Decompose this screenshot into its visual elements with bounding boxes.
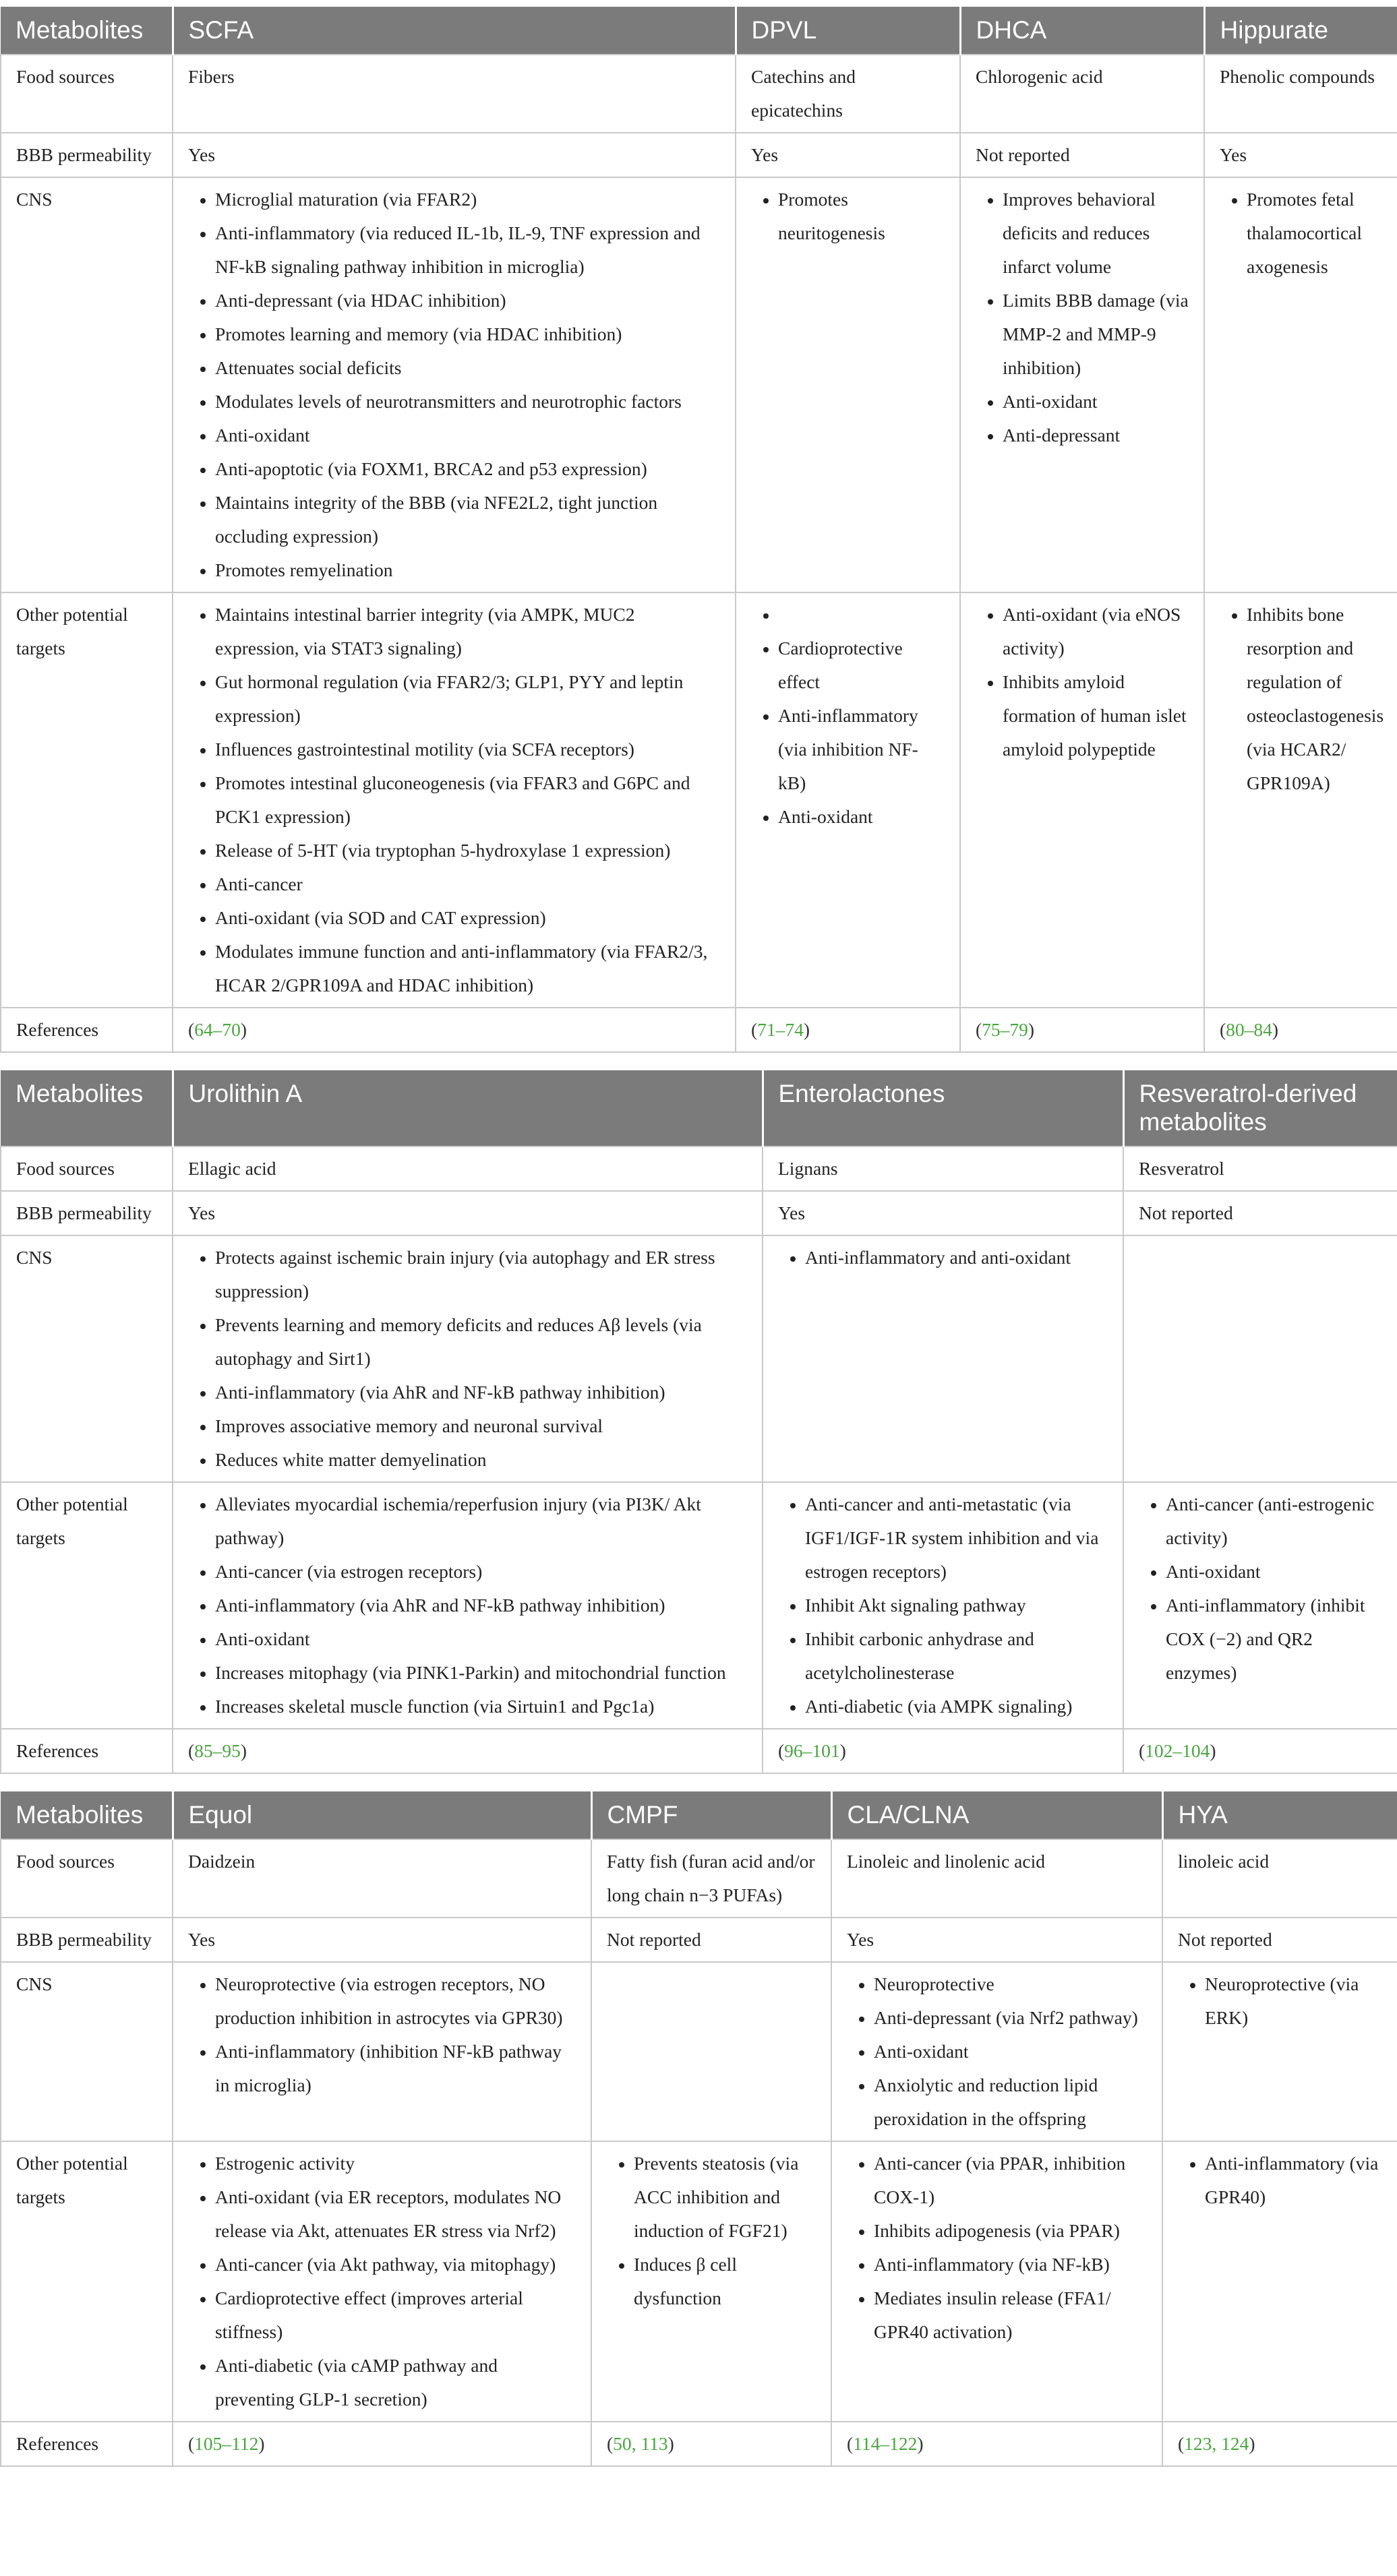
reference-link[interactable]: 64–70 bbox=[194, 1019, 241, 1040]
list-item: • Anti-cancer (anti-estrogenic activity) bbox=[1166, 1488, 1382, 1555]
list-item: • Anti-oxidant (via SOD and CAT expression) bbox=[215, 901, 720, 935]
list-item bbox=[778, 598, 945, 632]
table-row-bbb-permeability bbox=[1, 133, 1397, 177]
list-item: • Anti-depressant (via Nrf2 pathway) bbox=[874, 2001, 1147, 2035]
list-item: • Estrogenic activity bbox=[215, 2147, 576, 2180]
bullet-list bbox=[188, 1241, 747, 1477]
reference-link[interactable]: 50, 113 bbox=[613, 2433, 668, 2454]
list-item: • Modulates immune function and anti-inflammatory (via FFAR2/3, HCAR 2/GPR109A and HDAC inhibition) bbox=[215, 935, 720, 1002]
column-header-equol: Equol bbox=[173, 1791, 591, 1839]
table-cell: linoleic acid bbox=[1162, 1839, 1397, 1918]
column-header-cla-clna: CLA/CLNA bbox=[831, 1791, 1162, 1839]
table-cell: Fibers bbox=[173, 55, 736, 133]
table-cell bbox=[591, 1962, 831, 2141]
paren: ) bbox=[240, 1019, 247, 1040]
reference-link[interactable]: 105–112 bbox=[194, 2433, 259, 2454]
list-item: • Improves behavioral deficits and reduces infarct volume bbox=[1003, 183, 1189, 284]
table-row-food-sources bbox=[1, 1146, 1397, 1191]
list-item: • Anti-inflammatory and anti-oxidant bbox=[805, 1241, 1108, 1275]
bullet-list bbox=[188, 183, 720, 587]
list-item: • Mediates insulin release (FFA1/ GPR40 activation) bbox=[874, 2281, 1147, 2349]
bullet-list bbox=[1220, 598, 1382, 800]
column-header-scfa: SCFA bbox=[173, 7, 736, 55]
list-item: • Anti-inflammatory (via inhibition NF-kB) bbox=[778, 699, 945, 800]
list-item: • Anti-cancer (via PPAR, inhibition COX-1) bbox=[874, 2147, 1147, 2214]
table-row-cns bbox=[1, 1962, 1397, 2141]
column-header-dhca: DHCA bbox=[960, 7, 1204, 55]
list-item: • Anti-diabetic (via AMPK signaling) bbox=[805, 1690, 1108, 1723]
bullet-list bbox=[1220, 183, 1382, 284]
table-header-row bbox=[1, 1791, 1397, 1839]
list-item: • Cardioprotective effect bbox=[778, 632, 945, 699]
table-cell: Phenolic compounds bbox=[1204, 55, 1397, 133]
table-cell: Yes bbox=[1204, 133, 1397, 177]
list-item: • Anti-oxidant bbox=[1003, 385, 1189, 419]
column-header-dpvl: DPVL bbox=[736, 7, 960, 55]
table-cell bbox=[173, 1482, 763, 1729]
table-cell bbox=[173, 1235, 763, 1482]
bullet-list bbox=[607, 2147, 816, 2315]
list-item: • Anti-inflammatory (via NF-kB) bbox=[874, 2248, 1147, 2281]
table-row-references bbox=[1, 1008, 1397, 1052]
column-header-hya: HYA bbox=[1162, 1791, 1397, 1839]
table-cell: Yes bbox=[763, 1191, 1123, 1235]
table-cell bbox=[591, 2141, 831, 2422]
table-row-other-potential-targets bbox=[1, 592, 1397, 1008]
table-row-other-potential-targets bbox=[1, 2141, 1397, 2422]
list-item: • Anti-oxidant bbox=[1166, 1555, 1382, 1589]
column-header-enterolactones: Enterolactones bbox=[763, 1070, 1123, 1146]
table-cell: Yes bbox=[831, 1918, 1162, 1962]
list-item: • Limits BBB damage (via MMP-2 and MMP-9 inhibition) bbox=[1003, 284, 1189, 385]
table-cell: Not reported bbox=[591, 1918, 831, 1962]
table-cell bbox=[173, 2422, 591, 2466]
paren: ) bbox=[240, 1740, 247, 1761]
list-item: • Anti-cancer (via estrogen receptors) bbox=[215, 1555, 747, 1589]
list-item: • Induces β cell dysfunction bbox=[634, 2248, 816, 2315]
table-row-bbb-permeability bbox=[1, 1191, 1397, 1235]
list-item: • Anti-depressant bbox=[1003, 419, 1189, 452]
reference-link[interactable]: 75–79 bbox=[982, 1019, 1028, 1040]
table-row-food-sources bbox=[1, 1839, 1397, 1918]
table-cell: Yes bbox=[736, 133, 960, 177]
row-label: References bbox=[1, 1729, 173, 1773]
table-cell bbox=[1204, 1008, 1397, 1052]
table-cell bbox=[173, 1729, 763, 1773]
list-item: • Cardioprotective effect (improves arterial stiffness) bbox=[215, 2281, 576, 2349]
table-cell bbox=[173, 177, 736, 592]
table-cell bbox=[1123, 1482, 1397, 1729]
table-cell bbox=[1204, 592, 1397, 1008]
reference-link[interactable]: 71–74 bbox=[757, 1019, 804, 1040]
list-item: • Anti-inflammatory (via reduced IL-1b, IL-9, TNF expression and NF-kB signaling pathway inhibition in microglia) bbox=[215, 216, 720, 284]
list-item: • Inhibits bone resorption and regulation of osteoclastogenesis (via HCAR2/ GPR109A) bbox=[1247, 598, 1382, 800]
paren: ) bbox=[917, 2433, 924, 2454]
table-cell bbox=[736, 177, 960, 592]
row-label: CNS bbox=[1, 177, 173, 592]
list-item: • Anti-inflammatory (inhibition NF-kB pathway in microglia) bbox=[215, 2035, 576, 2102]
bullet-list bbox=[188, 1967, 576, 2102]
paren: ) bbox=[1272, 1019, 1279, 1040]
list-item: • Maintains intestinal barrier integrity (via AMPK, MUC2 expression, via STAT3 signaling) bbox=[215, 598, 720, 665]
table-cell: Ellagic acid bbox=[173, 1146, 763, 1191]
list-item: • Anti-inflammatory (via GPR40) bbox=[1205, 2147, 1382, 2214]
paren: ( bbox=[1178, 2433, 1185, 2454]
row-label: BBB permeability bbox=[1, 133, 173, 177]
table-cell bbox=[1123, 1729, 1397, 1773]
list-item: • Release of 5-HT (via tryptophan 5-hydroxylase 1 expression) bbox=[215, 834, 720, 867]
list-item: • Gut hormonal regulation (via FFAR2/3; GLP1, PYY and leptin expression) bbox=[215, 665, 720, 733]
table-cell bbox=[763, 1235, 1123, 1482]
column-header-metabolites: Metabolites bbox=[1, 1070, 173, 1146]
table-cell bbox=[960, 592, 1204, 1008]
list-item: • Alleviates myocardial ischemia/reperfusion injury (via PI3K/ Akt pathway) bbox=[215, 1488, 747, 1555]
row-label: BBB permeability bbox=[1, 1191, 173, 1235]
table-cell bbox=[960, 177, 1204, 592]
column-header-metabolites: Metabolites bbox=[1, 1791, 173, 1839]
table-row-food-sources bbox=[1, 55, 1397, 133]
table-cell: Yes bbox=[173, 1191, 763, 1235]
list-item: • Anti-oxidant (via ER receptors, modulates NO release via Akt, attenuates ER stress via Nrf2) bbox=[215, 2180, 576, 2248]
bullet-list bbox=[1178, 2147, 1382, 2214]
table-row-references bbox=[1, 2422, 1397, 2466]
row-label: CNS bbox=[1, 1962, 173, 2141]
list-item: • Anti-depressant (via HDAC inhibition) bbox=[215, 284, 720, 317]
bullet-list bbox=[1178, 1967, 1382, 2035]
paren: ) bbox=[1249, 2433, 1255, 2454]
list-item: • Neuroprotective bbox=[874, 1967, 1147, 2001]
paren: ) bbox=[803, 1019, 810, 1040]
paren: ( bbox=[976, 1019, 982, 1040]
table-cell: Yes bbox=[173, 133, 736, 177]
bullet-list bbox=[188, 598, 720, 1002]
paren: ( bbox=[1139, 1740, 1146, 1761]
table-header-row bbox=[1, 7, 1397, 55]
table-cell: Not reported bbox=[960, 133, 1204, 177]
list-item: • Promotes learning and memory (via HDAC inhibition) bbox=[215, 317, 720, 351]
row-label: CNS bbox=[1, 1235, 173, 1482]
list-item: • Microglial maturation (via FFAR2) bbox=[215, 183, 720, 216]
bullet-list bbox=[751, 598, 945, 834]
table-cell bbox=[736, 592, 960, 1008]
list-item: • Inhibits adipogenesis (via PPAR) bbox=[874, 2214, 1147, 2248]
table-cell bbox=[1162, 2141, 1397, 2422]
table-cell bbox=[1123, 1235, 1397, 1482]
metabolite-table-3 bbox=[0, 1791, 1397, 2467]
paren: ) bbox=[839, 1740, 846, 1761]
list-item: • Anti-inflammatory (inhibit COX (−2) and QR2 enzymes) bbox=[1166, 1589, 1382, 1690]
row-label: Other potential targets bbox=[1, 1482, 173, 1729]
list-item: • Reduces white matter demyelination bbox=[215, 1443, 747, 1477]
list-item: • Modulates levels of neurotransmitters and neurotrophic factors bbox=[215, 385, 720, 419]
table-cell bbox=[960, 1008, 1204, 1052]
metabolite-table-2 bbox=[0, 1070, 1397, 1774]
list-item: • Anti-cancer bbox=[215, 867, 720, 901]
list-item: • Maintains integrity of the BBB (via NFE2L2, tight junction occluding expression) bbox=[215, 486, 720, 553]
bullet-list bbox=[188, 2147, 576, 2416]
bullet-list bbox=[847, 1967, 1147, 2136]
row-label: Other potential targets bbox=[1, 2141, 173, 2422]
list-item: • Promotes neuritogenesis bbox=[778, 183, 945, 250]
list-item: • Promotes intestinal gluconeogenesis (via FFAR3 and G6PC and PCK1 expression) bbox=[215, 766, 720, 834]
list-item: • Influences gastrointestinal motility (via SCFA receptors) bbox=[215, 733, 720, 766]
list-item: • Anxiolytic and reduction lipid peroxidation in the offspring bbox=[874, 2068, 1147, 2136]
paren: ) bbox=[1028, 1019, 1035, 1040]
table-cell bbox=[173, 1962, 591, 2141]
reference-link[interactable]: 96–101 bbox=[784, 1740, 840, 1761]
list-item: • Anti-oxidant (via eNOS activity) bbox=[1003, 598, 1189, 665]
list-item: • Anti-diabetic (via cAMP pathway and preventing GLP-1 secretion) bbox=[215, 2349, 576, 2416]
list-item: • Prevents steatosis (via ACC inhibition and induction of FGF21) bbox=[634, 2147, 816, 2248]
list-item: • Increases mitophagy (via PINK1-Parkin) and mitochondrial function bbox=[215, 1656, 747, 1690]
list-item: • Anti-oxidant bbox=[778, 800, 945, 834]
list-item: • Prevents learning and memory deficits and reduces Aβ levels (via autophagy and Sirt1) bbox=[215, 1308, 747, 1376]
paren: ( bbox=[607, 2433, 614, 2454]
table-cell: Not reported bbox=[1123, 1191, 1397, 1235]
table-cell: Not reported bbox=[1162, 1918, 1397, 1962]
reference-link[interactable]: 114–122 bbox=[853, 2433, 918, 2454]
list-item: • Anti-cancer and anti-metastatic (via IGF1/IGF-1R system inhibition and via estrogen receptors) bbox=[805, 1488, 1108, 1589]
list-item: • Anti-inflammatory (via AhR and NF-kB pathway inhibition) bbox=[215, 1589, 747, 1622]
table-cell bbox=[831, 2141, 1162, 2422]
table-cell: Linoleic and linolenic acid bbox=[831, 1839, 1162, 1918]
table-cell bbox=[1162, 2422, 1397, 2466]
list-item: • Anti-oxidant bbox=[874, 2035, 1147, 2068]
table-cell bbox=[831, 1962, 1162, 2141]
column-header-resveratrol-derived-metabolites: Resveratrol-derived metabolites bbox=[1123, 1070, 1397, 1146]
list-item: • Promotes remyelination bbox=[215, 553, 720, 587]
paren: ( bbox=[1220, 1019, 1226, 1040]
list-item: • Promotes fetal thalamocortical axogenesis bbox=[1247, 183, 1382, 284]
table-cell: Daidzein bbox=[173, 1839, 591, 1918]
list-item: • Attenuates social deficits bbox=[215, 351, 720, 385]
list-item: • Anti-cancer (via Akt pathway, via mitophagy) bbox=[215, 2248, 576, 2281]
list-item: • Inhibits amyloid formation of human islet amyloid polypeptide bbox=[1003, 665, 1189, 766]
table-cell bbox=[831, 2422, 1162, 2466]
row-label: References bbox=[1, 2422, 173, 2466]
row-label: References bbox=[1, 1008, 173, 1052]
table-cell bbox=[736, 1008, 960, 1052]
table-row-references bbox=[1, 1729, 1397, 1773]
reference-link[interactable]: 102–104 bbox=[1145, 1740, 1210, 1761]
table-row-cns bbox=[1, 177, 1397, 592]
list-item: • Protects against ischemic brain injury (via autophagy and ER stress suppression) bbox=[215, 1241, 747, 1308]
paren: ( bbox=[751, 1019, 758, 1040]
list-item: • Neuroprotective (via estrogen receptors, NO production inhibition in astrocytes via GPR30) bbox=[215, 1967, 576, 2035]
table-cell bbox=[1162, 1962, 1397, 2141]
paren: ( bbox=[778, 1740, 785, 1761]
table-header-row bbox=[1, 1070, 1397, 1146]
row-label: Food sources bbox=[1, 55, 173, 133]
bullet-list bbox=[188, 1488, 747, 1723]
table-cell bbox=[173, 2141, 591, 2422]
list-item: • Increases skeletal muscle function (via Sirtuin1 and Pgc1a) bbox=[215, 1690, 747, 1723]
bullet-list bbox=[847, 2147, 1147, 2349]
paren: ) bbox=[1210, 1740, 1216, 1761]
table-cell: Chlorogenic acid bbox=[960, 55, 1204, 133]
bullet-list bbox=[1139, 1488, 1382, 1690]
column-header-cmpf: CMPF bbox=[591, 1791, 831, 1839]
row-label: Other potential targets bbox=[1, 592, 173, 1008]
list-item: • Anti-oxidant bbox=[215, 1622, 747, 1656]
list-item: • Inhibit Akt signaling pathway bbox=[805, 1589, 1108, 1622]
paren: ( bbox=[188, 2433, 195, 2454]
bullet-list bbox=[976, 183, 1189, 452]
table-row-other-potential-targets bbox=[1, 1482, 1397, 1729]
table-cell bbox=[173, 592, 736, 1008]
table-cell bbox=[173, 1008, 736, 1052]
bullet-list bbox=[976, 598, 1189, 766]
list-item: • Anti-oxidant bbox=[215, 419, 720, 452]
table-row-cns bbox=[1, 1235, 1397, 1482]
reference-link[interactable]: 80–84 bbox=[1226, 1019, 1272, 1040]
table-cell: Catechins and epicatechins bbox=[736, 55, 960, 133]
table-cell: Yes bbox=[173, 1918, 591, 1962]
table-cell: Fatty fish (furan acid and/or long chain n−3 PUFAs) bbox=[591, 1839, 831, 1918]
table-cell bbox=[763, 1482, 1123, 1729]
table-cell: Lignans bbox=[763, 1146, 1123, 1191]
paren: ( bbox=[847, 2433, 854, 2454]
metabolite-table-1 bbox=[0, 7, 1397, 1053]
table-cell bbox=[763, 1729, 1123, 1773]
table-cell bbox=[591, 2422, 831, 2466]
reference-link[interactable]: 85–95 bbox=[194, 1740, 241, 1761]
row-label: Food sources bbox=[1, 1839, 173, 1918]
row-label: BBB permeability bbox=[1, 1918, 173, 1962]
table-row-bbb-permeability bbox=[1, 1918, 1397, 1962]
list-item: • Improves associative memory and neuronal survival bbox=[215, 1409, 747, 1443]
list-item: • Inhibit carbonic anhydrase and acetylcholinesterase bbox=[805, 1622, 1108, 1690]
column-header-urolithin-a: Urolithin A bbox=[173, 1070, 763, 1146]
list-item: • Anti-inflammatory (via AhR and NF-kB pathway inhibition) bbox=[215, 1376, 747, 1409]
bullet-list bbox=[751, 183, 945, 250]
list-item: • Neuroprotective (via ERK) bbox=[1205, 1967, 1382, 2035]
paren: ( bbox=[188, 1019, 195, 1040]
reference-link[interactable]: 123, 124 bbox=[1184, 2433, 1249, 2454]
list-item: • Anti-apoptotic (via FOXM1, BRCA2 and p53 expression) bbox=[215, 452, 720, 486]
bullet-list bbox=[778, 1488, 1108, 1723]
table-cell bbox=[1204, 177, 1397, 592]
paren: ( bbox=[188, 1740, 195, 1761]
column-header-hippurate: Hippurate bbox=[1204, 7, 1397, 55]
row-label: Food sources bbox=[1, 1146, 173, 1191]
column-header-metabolites: Metabolites bbox=[1, 7, 173, 55]
paren: ) bbox=[258, 2433, 265, 2454]
table-cell: Resveratrol bbox=[1123, 1146, 1397, 1191]
paren: ) bbox=[667, 2433, 674, 2454]
bullet-list bbox=[778, 1241, 1108, 1275]
